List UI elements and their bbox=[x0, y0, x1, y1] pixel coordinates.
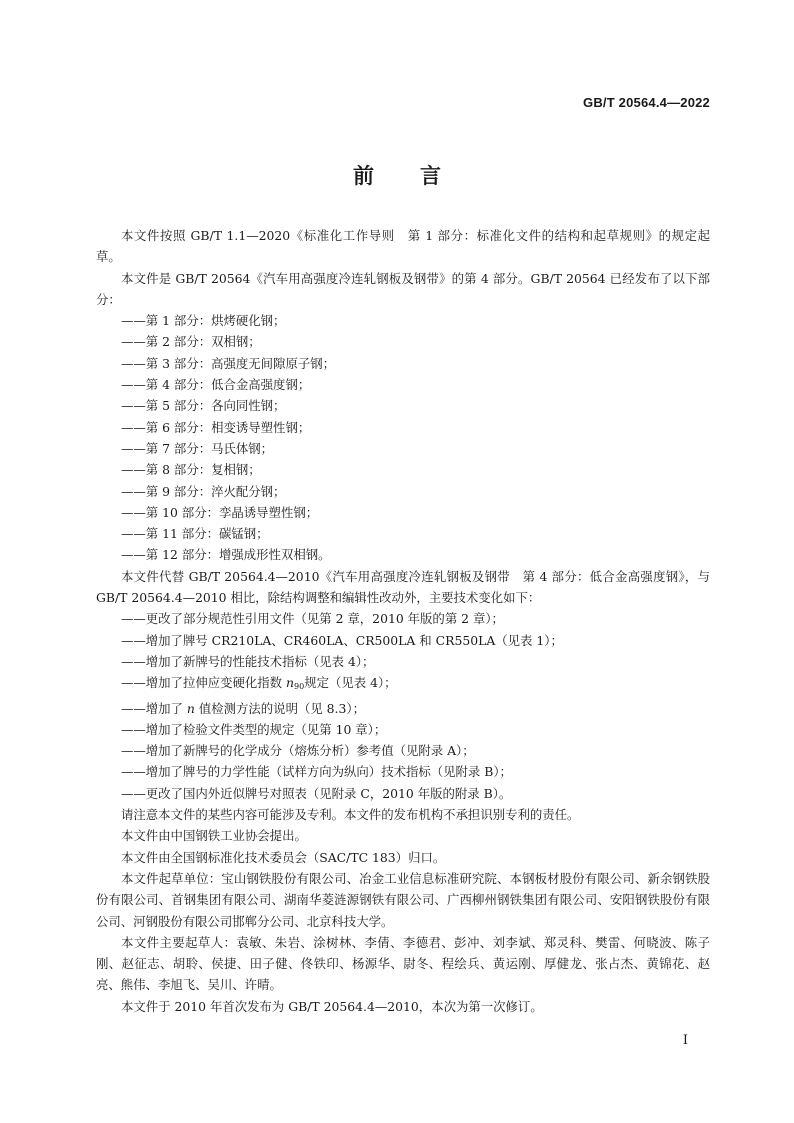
part-item: ——第 4 部分：低合金高强度钢； bbox=[121, 377, 311, 393]
change-item bbox=[96, 672, 710, 697]
subscript-90: 90 bbox=[294, 682, 305, 692]
part-item: ——第 1 部分：烘烤硬化钢； bbox=[121, 313, 286, 329]
drafters-paragraph: 本文件主要起草人：袁敏、朱岩、涂树林、李倩、李德君、彭冲、刘李斌、郑灵科、樊雷、何晓波、陈子刚、赵征志、胡聆、侯捷、田子健、佟铁印、杨源华、尉冬、程绘兵、黄运刚、厚健龙、张占杰、黄锦花、赵亮、熊伟、李旭飞、吴川、许晴。 bbox=[96, 934, 710, 993]
part-item: ——第 8 部分：复相钢； bbox=[121, 462, 261, 478]
change-text: ——增加了拉伸应变硬化指数 bbox=[121, 675, 287, 691]
page-number: I bbox=[682, 1033, 688, 1048]
drafting-units-paragraph: 本文件起草单位：宝山钢铁股份有限公司、冶金工业信息标准研究院、本钢板材股份有限公司、新余钢铁股份有限公司、首钢集团有限公司、湖南华菱涟源钢铁有限公司、广西柳州钢铁集团有限公司、安阳钢铁股份有限公司、河钢股份有限公司邯郸分公司、北京科技大学。 bbox=[96, 870, 710, 929]
part-item: ——第 9 部分：淬火配分钢； bbox=[121, 483, 286, 499]
part-item: ——第 3 部分：高强度无间隙原子钢； bbox=[121, 355, 336, 371]
symbol-n: n bbox=[186, 700, 195, 716]
standard-code: GB/T 20564.4—2022 bbox=[583, 95, 710, 110]
part-item: ——第 11 部分：碳锰钢； bbox=[121, 526, 269, 542]
part-item: ——第 5 部分：各向同性钢； bbox=[121, 398, 286, 414]
part-item: ——第 6 部分：相变诱导塑性钢； bbox=[121, 419, 311, 435]
change-item: ——增加了牌号 CR210LA、CR460LA、CR500LA 和 CR550LA（见表 1）； bbox=[121, 632, 563, 648]
patent-notice: 请注意本文件的某些内容可能涉及专利。本文件的发布机构不承担识别专利的责任。 bbox=[121, 807, 580, 823]
proposer-paragraph: 本文件由中国钢铁工业协会提出。 bbox=[121, 828, 307, 844]
foreword-body bbox=[96, 225, 710, 1017]
parts-list bbox=[96, 310, 710, 566]
change-item: ——增加了检验文件类型的规定（见第 10 章）； bbox=[121, 721, 387, 737]
committee-paragraph: 本文件由全国钢标准化技术委员会（SAC/TC 183）归口。 bbox=[121, 849, 446, 865]
change-item: ——增加了新牌号的性能技术指标（见表 4）； bbox=[121, 653, 375, 669]
page-title: 前言 bbox=[353, 164, 487, 188]
part-item: ——第 7 部分：马氏体钢； bbox=[121, 440, 274, 456]
intro-paragraph: 本文件是 GB/T 20564《汽车用高强度冷连轧钢板及钢带》的第 4 部分。GB/T 20564 已经发布了以下部分： bbox=[96, 270, 710, 307]
change-text-suffix: 规定（见表 4）； bbox=[304, 675, 397, 691]
part-item: ——第 10 部分：孪晶诱导塑性钢； bbox=[121, 504, 319, 520]
change-item: ——增加了牌号的力学性能（试样方向为纵向）技术指标（见附录 B）； bbox=[121, 764, 512, 780]
intro-paragraph: 本文件按照 GB/T 1.1—2020《标准化工作导则 第 1 部分：标准化文件的结构和起草规则》的规定起草。 bbox=[96, 228, 710, 265]
change-item bbox=[96, 698, 710, 719]
part-item: ——第 2 部分：双相钢； bbox=[121, 334, 261, 350]
changes-list bbox=[96, 608, 710, 804]
replacement-paragraph: 本文件代替 GB/T 20564.4—2010《汽车用高强度冷连轧钢板及钢带 第 4 部分：低合金高强度钢》，与 GB/T 20564.4—2010 相比，除结构调整和编辑性改动外，主要技术变化如下： bbox=[96, 568, 710, 606]
change-item: ——更改了国内外近似牌号对照表（见附录 C，2010 年版的附录 B）。 bbox=[121, 785, 512, 801]
change-text: ——增加了 bbox=[121, 700, 187, 716]
history-paragraph: 本文件于 2010 年首次发布为 GB/T 20564.4—2010，本次为第一次修订。 bbox=[121, 998, 543, 1014]
change-item: ——更改了部分规范性引用文件（见第 2 章，2010 年版的第 2 章）； bbox=[121, 611, 504, 627]
change-text-suffix: 值检测方法的说明（见 8.3）； bbox=[194, 700, 365, 716]
symbol-n: n bbox=[286, 675, 295, 691]
part-item: ——第 12 部分：增强成形性双相钢。 bbox=[121, 547, 331, 563]
change-item: ——增加了新牌号的化学成分（熔炼分析）参考值（见附录 A）； bbox=[121, 743, 475, 759]
